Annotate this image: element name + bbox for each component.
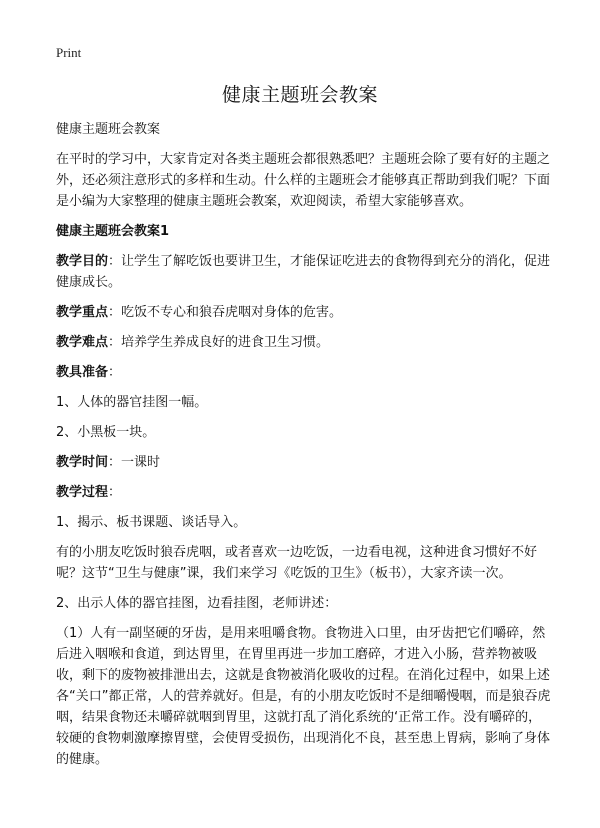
article-body: [56, 119, 551, 770]
difficulty-paragraph: [56, 332, 551, 353]
materials-item: 2、小黑板一块。: [56, 425, 156, 440]
process-heading: [56, 482, 551, 503]
goal-label: 教学目的: [56, 254, 109, 269]
key-point-paragraph: [56, 302, 551, 323]
process-step-1: 1、揭示、板书课题、谈话导入。: [56, 515, 247, 530]
process-step-2: 2、出示人体的器官挂图，边看挂图，老师讲述：: [56, 596, 338, 611]
time-text: ：一课时: [108, 455, 161, 470]
materials-colon: ：: [108, 365, 122, 380]
difficulty-label: 教学难点: [56, 335, 109, 350]
page-title: 健康主题班会教案: [221, 84, 378, 106]
time-paragraph: [56, 452, 551, 473]
subtitle: 健康主题班会教案: [56, 122, 161, 137]
materials-item: 1、人体的器官挂图一幅。: [56, 395, 208, 410]
goal-paragraph: [56, 251, 551, 293]
process-label: 教学过程: [56, 485, 109, 500]
goal-text: ：让学生了解吃饭也要讲卫生，才能保证吃进去的食物得到充分的消化，促进健康成长。: [56, 254, 551, 290]
section-heading: 健康主题班会教案1: [56, 224, 170, 239]
key-point-label: 教学重点: [56, 305, 109, 320]
intro-paragraph: 在平时的学习中，大家肯定对各类主题班会都很熟悉吧？主题班会除了要有好的主题之外，还必须注意形式的多样和生动。什么样的主题班会才能够真正帮助到我们呢？下面是小编为大家整理的健康主题班会教案，欢迎阅读，希望大家能够喜欢。: [56, 152, 551, 209]
process-step-1-detail: 有的小朋友吃饭时狼吞虎咽，或者喜欢一边吃饭，一边看电视，这种进食习惯好不好呢？这节“卫生与健康”课，我们来学习《吃饭的卫生》（板书），大家齐读一次。: [56, 545, 538, 581]
process-step-2-detail: （1）人有一副坚硬的牙齿，是用来咀嚼食物。食物进入口里，由牙齿把它们嚼碎，然后进入咽喉和食道，到达胃里，在胃里再进一步加工磨碎，才进入小肠，营养物被吸收，剩下的废物被排泄出去，这就是食物被消化吸收的过程。在消化过程中，如果上述各“关口”都正常，人的营养就好。但是，有的小朋友吃饭时不是细嚼慢咽，而是狼吞虎咽，结果食物还未嚼碎就咽到胃里，这就打乱了消化系统的‘正常工作。没有嚼碎的，较硬的食物刺激摩擦胃壁，会使胃受损伤，出现消化不良，甚至患上胃病，影响了身体的健康。: [56, 626, 551, 767]
difficulty-text: ：培养学生养成良好的进食卫生习惯。: [108, 335, 330, 350]
key-point-text: ：吃饭不专心和狼吞虎咽对身体的危害。: [108, 305, 343, 320]
time-label: 教学时间: [56, 455, 109, 470]
print-link[interactable]: Print: [56, 45, 82, 60]
materials-heading: [56, 362, 551, 383]
materials-label: 教具准备: [56, 365, 109, 380]
process-colon: ：: [108, 485, 122, 500]
